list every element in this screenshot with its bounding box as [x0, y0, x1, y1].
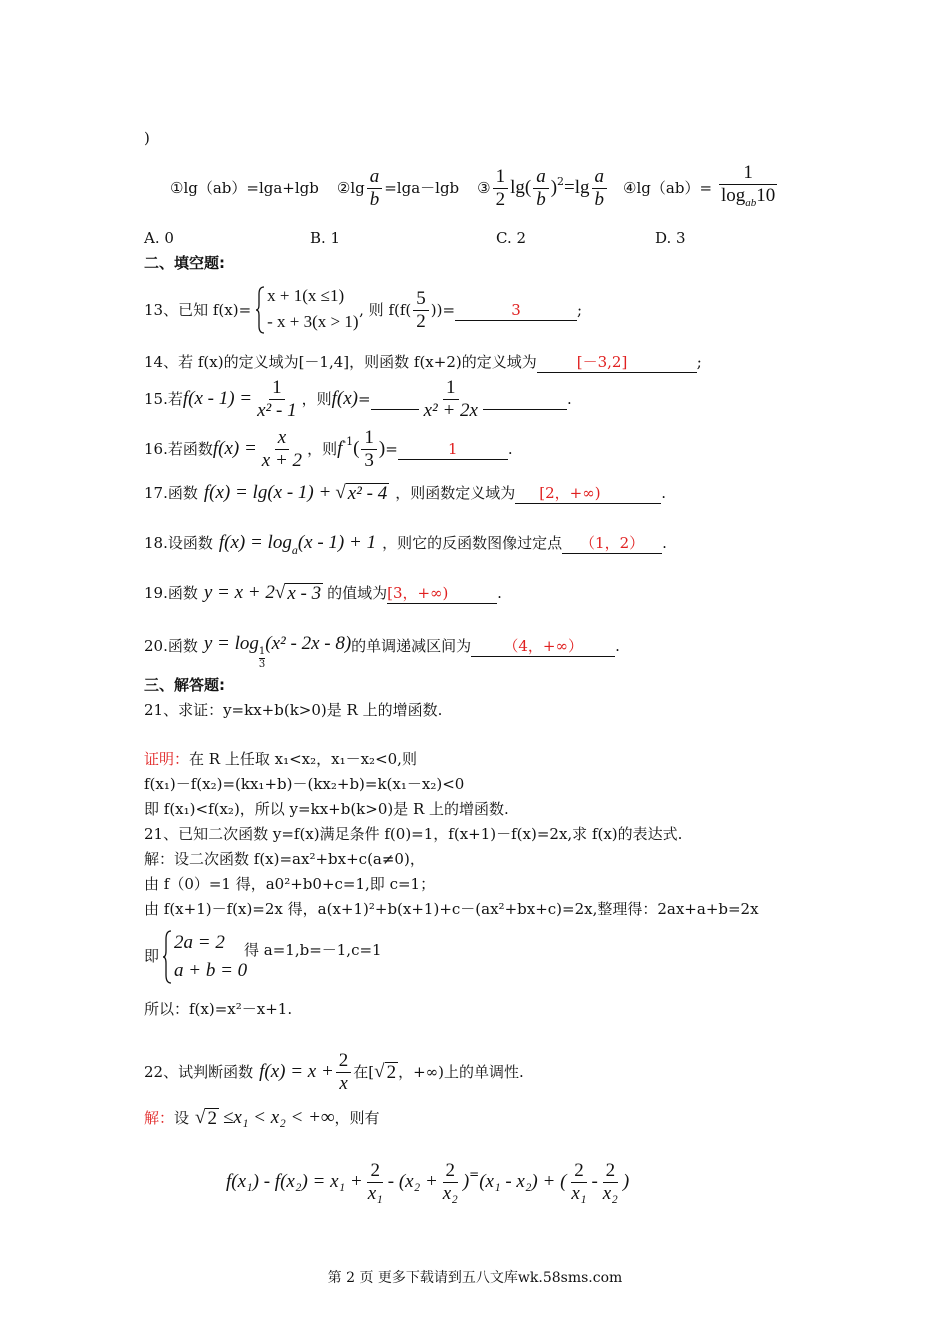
answer-14: [－3,2]: [537, 352, 697, 373]
question-16: 16.若函数 f(x) = $\frac{x}{x + 2}$ ，则 f $^{-1}$ ( $\frac{1}{3}$ ) = 1 .: [144, 426, 513, 471]
option-4: ④lg（ab）=: [623, 179, 713, 197]
choice-a: A. 0: [144, 229, 174, 247]
problem-21a: 21、求证：y=kx+b(k>0)是 R 上的增函数.: [144, 701, 443, 719]
options-line: ①lg（ab）=lga+lgb ②lg $\frac{a}{b}$ =lga－lgb ③ $\frac{1}{2}$ lg( $\frac{a}{b}$ ) $^2$ =lg $\frac{a}{b}$ ④lg（ab）= $\frac{1}{\log_{ab}10}$: [170, 162, 780, 214]
solution-22-line-1: 解： 设 √ 2 ≤x₁ < x₂ < +∞ ，则有: [144, 1107, 380, 1129]
section-2-heading: 二、填空题:: [144, 254, 225, 272]
option-2: ②lg: [336, 179, 365, 197]
option-3: ③: [477, 179, 491, 197]
answer-13: 3: [455, 300, 577, 321]
answer-15: $\frac{1}{\text{x² + 2x}}$: [423, 376, 478, 421]
question-18: 18.设函数 f(x) = log $_a$ (x - 1) + 1 ，则它的反函数图像过定点 （1，2） .: [144, 532, 667, 557]
choice-d: D. 3: [655, 229, 686, 247]
option-1: ①lg（ab）=lga+lgb: [170, 179, 319, 197]
answer-19: [3，+∞): [387, 583, 497, 604]
piecewise-cases: x + 1(x ≤1) - x + 3(x > 1): [255, 284, 359, 336]
question-17: 17.函数 f(x) = lg(x - 1) + √ x² - 4 ，则函数定义域为 [2，+∞) .: [144, 482, 667, 504]
option-3-half: $\frac{1}{2}$: [493, 166, 509, 211]
solution-line-5: 所以：f(x)=x²－x+1.: [144, 1000, 293, 1018]
left-brace-icon: [162, 930, 172, 984]
equation-final: f(x₁) - f(x₂) = x₁ + $\frac{2}{\text{x₁}}$ - (x₂ + $\frac{2}{\text{x₂}}$ ) = (x₁ - x₂) + ( $\frac{2}{\text{x₁}}$ - $\frac{2}{\text{x₂}}$ ): [226, 1159, 630, 1204]
answer-17: [2，+∞): [515, 483, 661, 504]
question-13: 13、已知 f(x)= x + 1(x ≤1) - x + 3(x > 1) , 则 f(f( $\frac{5}{2}$ ))= 3 ;: [144, 282, 582, 338]
answer-20: （4，+∞）: [471, 636, 615, 657]
proof-line-1: 证明：在 R 上任取 x₁<x₂，x₁－x₂<0,则: [144, 750, 417, 768]
left-brace-icon: [255, 286, 265, 334]
proof-line-3: 即 f(x₁)<f(x₂)，所以 y=kx+b(k>0)是 R 上的增函数.: [144, 800, 509, 818]
solution-line-2: 由 f（0）=1 得，a0²+b0+c=1,即 c=1；: [144, 875, 436, 893]
choice-b: B. 1: [310, 229, 341, 247]
question-19: 19.函数 y = x + 2 √ x - 3 的值域为 [3，+∞) .: [144, 582, 502, 604]
option-2-fraction: $\frac{a}{b}$: [367, 166, 383, 211]
choice-c: C. 2: [496, 229, 527, 247]
log-base-fraction: 1 3: [258, 646, 266, 670]
answer-18: （1，2）: [562, 533, 662, 554]
problem-21b: 21、已知二次函数 y=f(x)满足条件 f(0)=1，f(x+1)－f(x)=2x,求 f(x)的表达式.: [144, 825, 683, 843]
question-15: 15.若 f(x - 1) = $\frac{1}{\text{x² - 1}}$ ，则 f(x) = $\frac{1}{\text{x² + 2x}}$ .: [144, 376, 572, 421]
page-footer: 第 2 页 更多下载请到五八文库wk.58sms.com: [327, 1270, 623, 1286]
solution-line-1: 解：设二次函数 f(x)=ax²+bx+c(a≠0)，: [144, 850, 425, 868]
problem-22: 22、试判断函数 f(x) = x + $\frac{2}{x}$ 在[ √ 2 ，+∞)上的单调性.: [144, 1049, 524, 1094]
answer-16: 1: [398, 439, 508, 460]
section-3-heading: 三、解答题:: [144, 676, 225, 694]
question-14: 14、若 f(x)的定义域为[－1,4]，则函数 f(x+2)的定义域为 [－3,2] ;: [144, 353, 702, 371]
option-4-fraction: $\frac{1}{\log_{ab}10}$: [721, 162, 776, 209]
proof-line-2: f(x₁)－f(x₂)=(kx₁+b)－(kx₂+b)=k(x₁－x₂)<0: [144, 775, 465, 793]
question-20: 20.函数 y = log 1 3 (x² - 2x - 8) 的单调递减区间为 （4，+∞） .: [144, 633, 620, 670]
solution-line-3: 由 f(x+1)－f(x)=2x 得，a(x+1)²+b(x+1)+c－(ax²+bx+c)=2x,整理得：2ax+a+b=2x: [144, 900, 759, 918]
top-paren: ): [144, 129, 150, 147]
